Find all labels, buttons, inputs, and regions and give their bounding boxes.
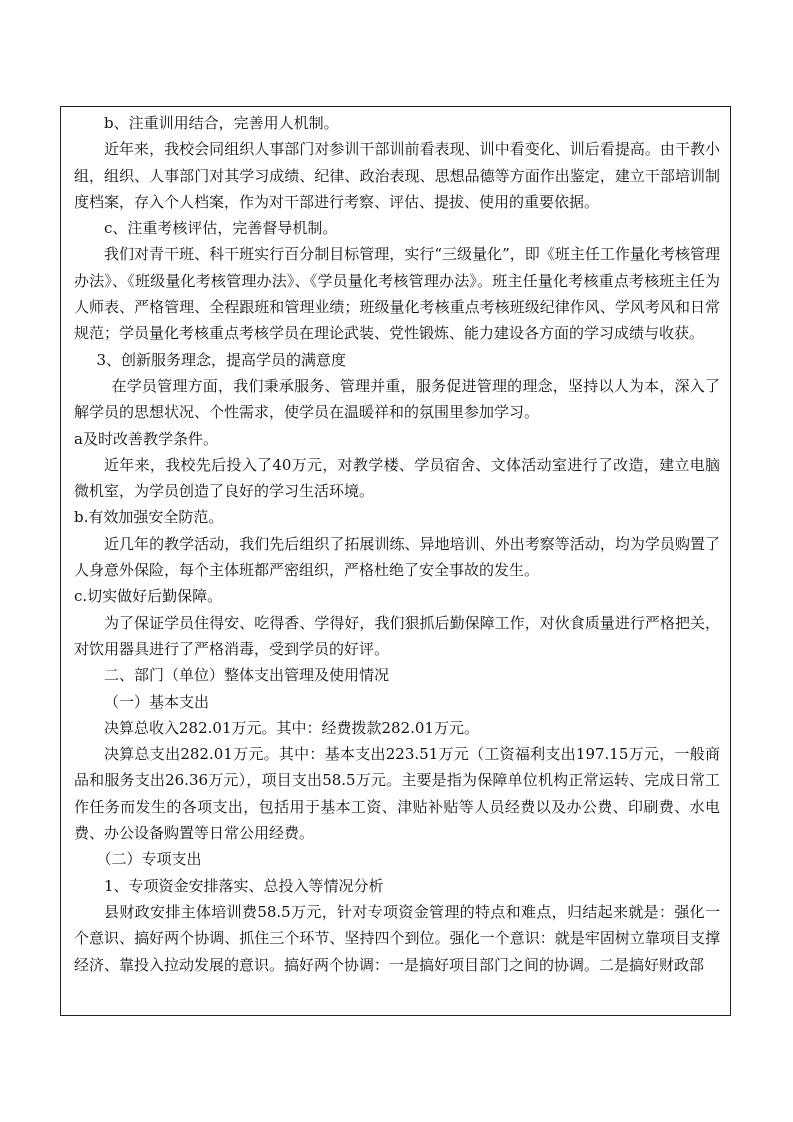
heading-basic-expenditure: （一）基本支出 [104, 692, 210, 711]
item-c-logistics: c.切实做好后勤保障。 [74, 587, 223, 606]
item-a-teaching-conditions: a及时改善教学条件。 [74, 429, 218, 448]
paragraph-training-fee: 县财政安排主体培训费58.5万元，针对专项资金管理的特点和难点，归结起来就是：强化一个意识、搞好两个协调、抓住三个环节、坚持四个到位。强化一个意识：就是牢固树立靠项目支撑经济、靠投入拉动发展的意识。搞好两个协调：一是搞好项目部门之间的协调。二是搞好财政部 [74, 902, 720, 974]
paragraph-cadre-evaluation: 近年来，我校会同组织人事部门对参训干部训前看表现、训中看变化、训后看提高。由干教小组，组织、人事部门对其学习成绩、纪律、政治表现、思想品德等方面作出鉴定，建立干部培训制度档案，存入个人档案，作为对干部进行考察、评估、提拔、使用的重要依据。 [74, 140, 720, 211]
heading-special-funds-analysis: 1、专项资金安排落实、总投入等情况分析 [104, 876, 384, 895]
document-body [74, 110, 720, 978]
paragraph-total-income: 决算总收入282.01万元。其中：经费拨款282.01万元。 [104, 718, 479, 737]
paragraph-safety-activities: 近几年的教学活动，我们先后组织了拓展训练、异地培训、外出考察等活动，均为学员购置了人身意外保险，每个主体班都严密组织，严格杜绝了安全事故的发生。 [74, 534, 720, 580]
heading-special-expenditure: （二）专项支出 [96, 850, 202, 869]
paragraph-three-level-quantification: 我们对青干班、科干班实行百分制目标管理，实行“三级量化”，即《班主任工作量化考核管理办法》、《班级量化考核管理办法》、《学员量化考核管理办法》。班主任量化考核重点考核班主任为人师表、严格管理、全程跟班和管理业绩；班级量化考核重点考核班级纪律作风、学风考风和日常规范；学员量化考核重点考核学员在理论武装、党性锻炼、能力建设各方面的学习成绩与收获。 [74, 245, 720, 343]
heading-service-concept: 3、创新服务理念，提高学员的满意度 [96, 350, 347, 369]
heading-expenditure-management: 二、部门（单位）整体支出管理及使用情况 [104, 666, 390, 685]
paragraph-b-training-use: b、注重训用结合，完善用人机制。 [104, 114, 339, 132]
paragraph-total-expenditure: 决算总支出282.01万元。其中：基本支出223.51万元（工资福利支出197.15万元，一般商品和服务支出26.36万元），项目支出58.5万元。主要是指为保障单位机构正常运转、完成日常工作任务而发生的各项支出，包括用于基本工资、津贴补贴等人员经费以及办公费、印刷费、水电费、办公设备购置等日常公用经费。 [74, 745, 720, 843]
paragraph-student-management: 在学员管理方面，我们秉承服务、管理并重，服务促进管理的理念，坚持以人为本，深入了解学员的思想状况、个性需求，使学员在温暖祥和的氛围里参加学习。 [74, 376, 720, 422]
paragraph-logistics: 为了保证学员住得安、吃得香、学得好，我们狠抓后勤保障工作，对伙食质量进行严格把关，对饮用器具进行了严格消毒，受到学员的好评。 [74, 613, 720, 658]
paragraph-investment: 近年来，我校先后投入了40万元，对教学楼、学员宿舍、文体活动室进行了改造，建立电脑微机室，为学员创造了良好的学习生活环境。 [74, 455, 720, 501]
paragraph-c-assessment: c、注重考核评估，完善督导机制。 [104, 219, 338, 238]
item-b-safety: b.有效加强安全防范。 [74, 508, 224, 527]
